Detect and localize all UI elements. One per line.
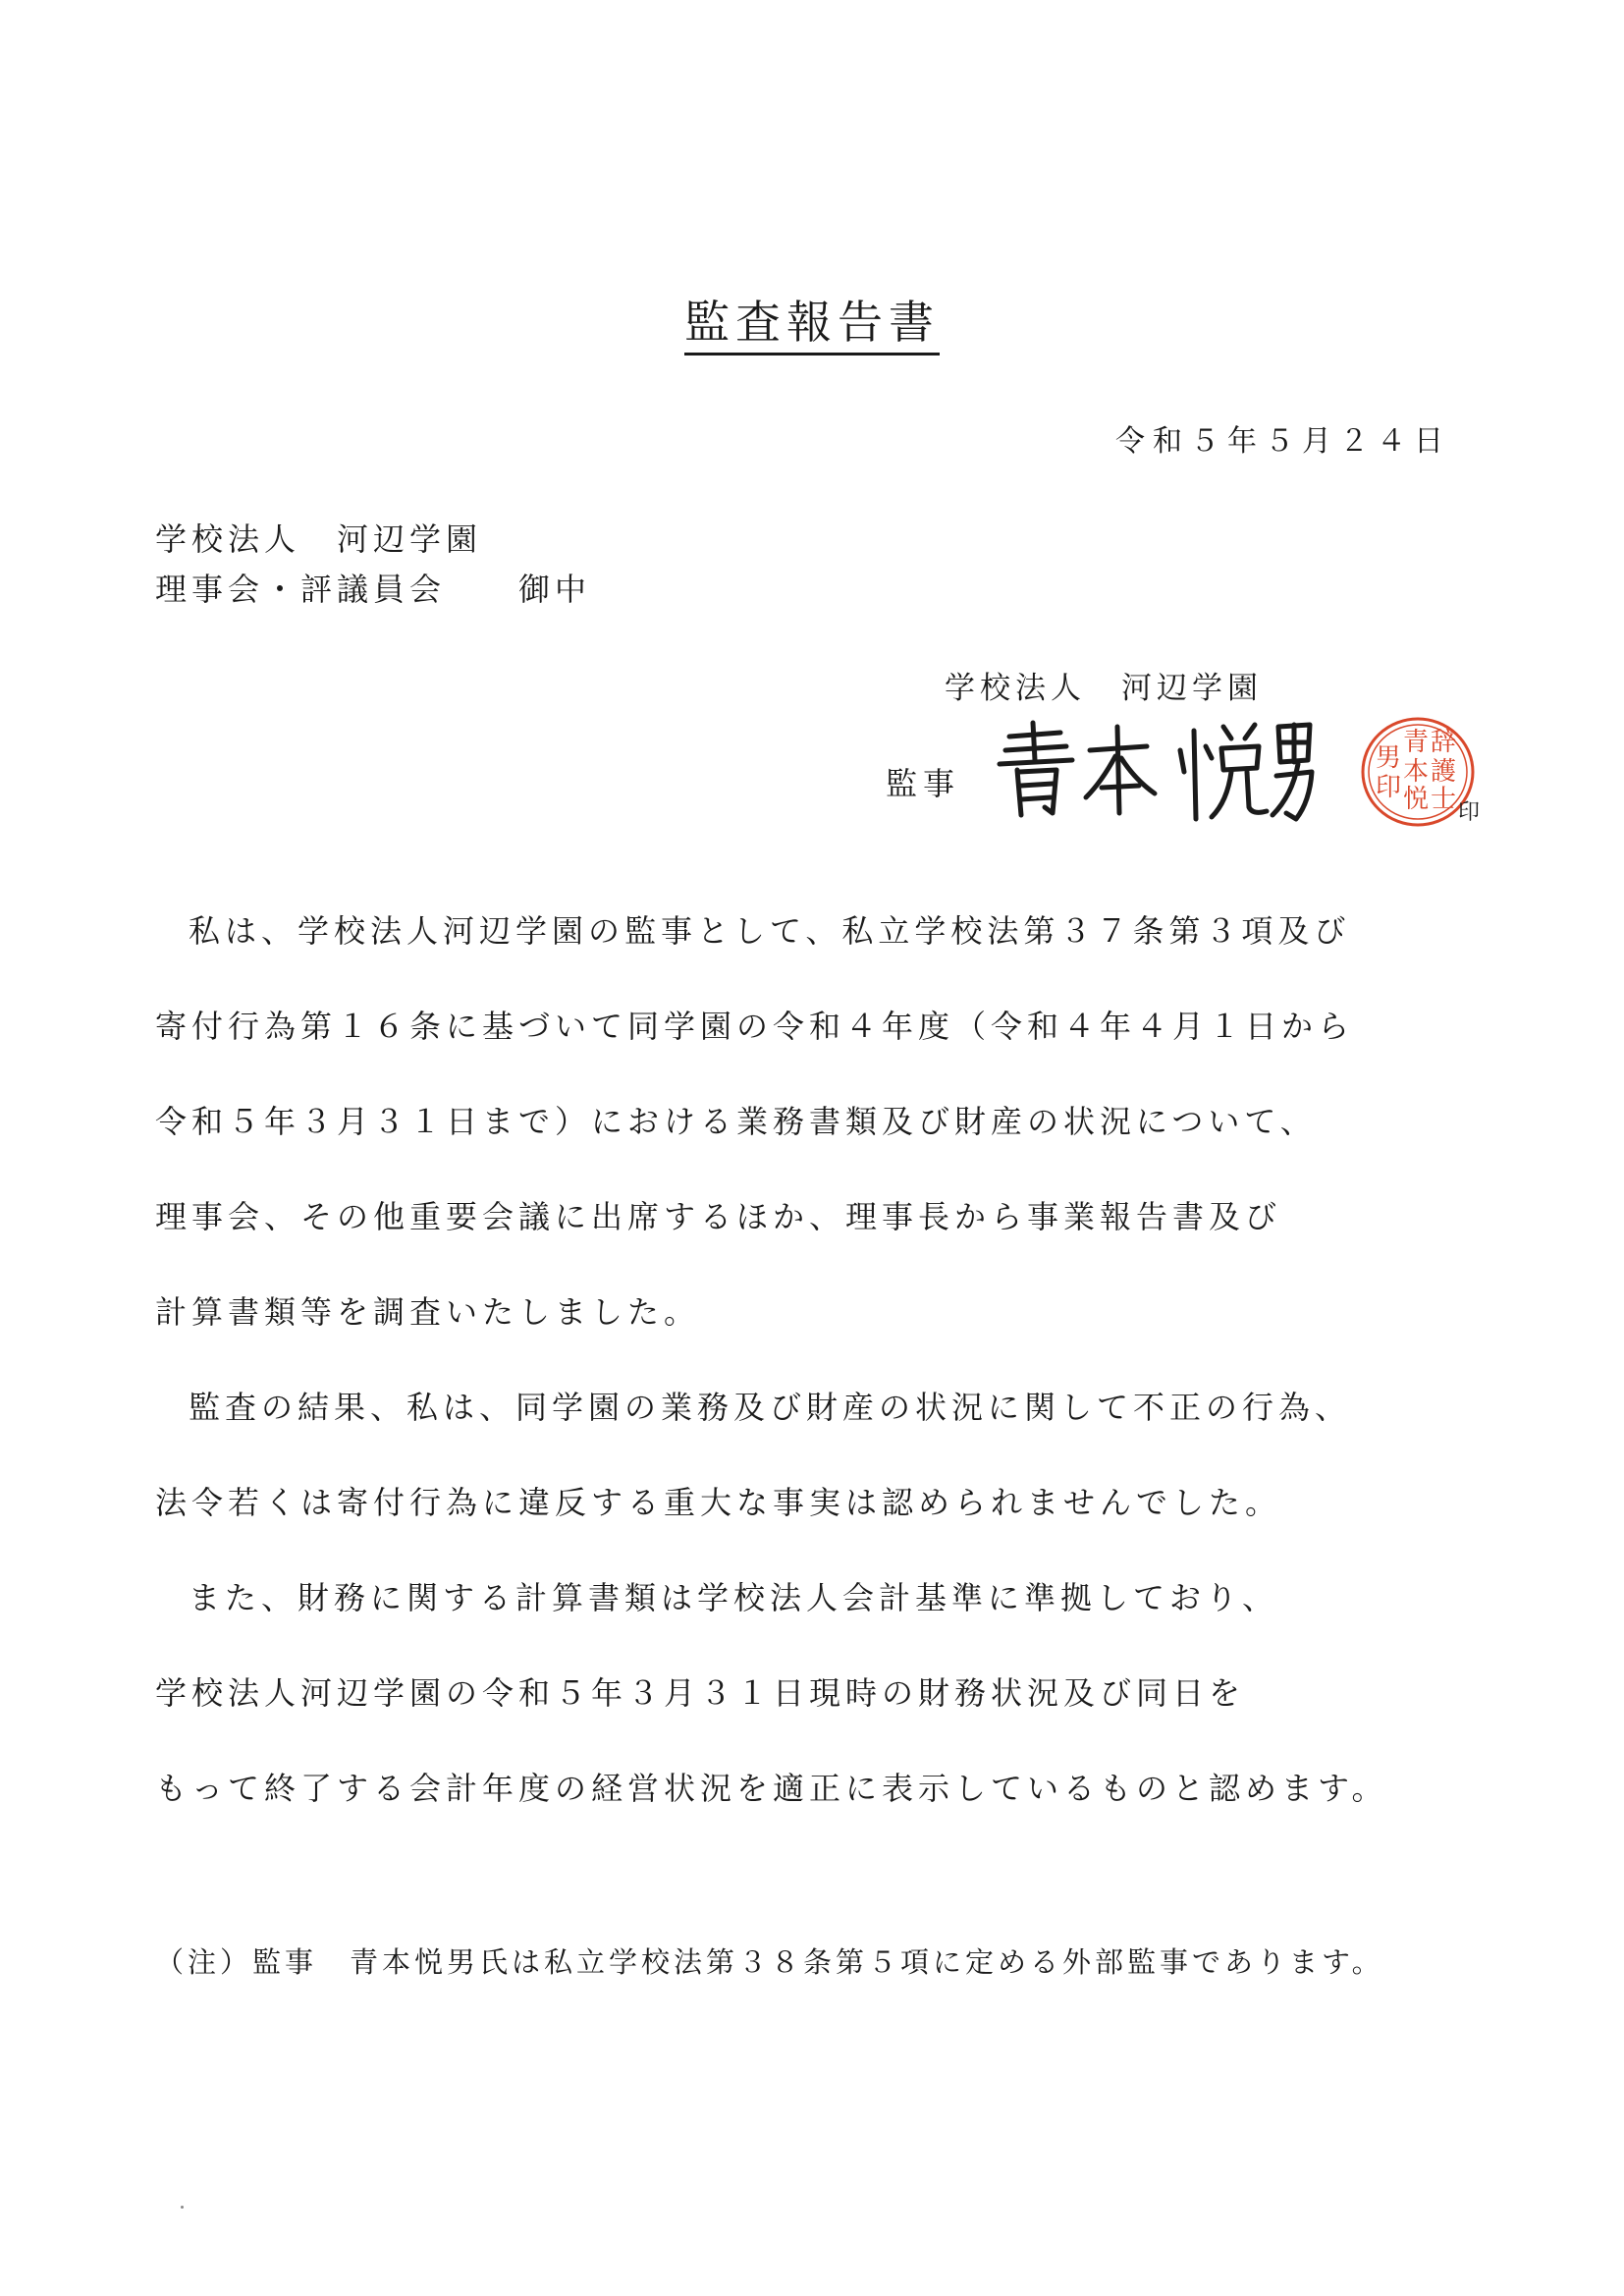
issuer-organization: 学校法人 河辺学園 — [945, 671, 1263, 706]
seal-stamp — [1353, 709, 1490, 837]
body-line: 寄付行為第１６条に基づいて同学園の令和４年度（令和４年４月１日から — [155, 1008, 1355, 1045]
svg-text:士: 士 — [1430, 785, 1457, 814]
svg-text:印: 印 — [1457, 800, 1481, 825]
body-line: 私は、学校法人河辺学園の監事として、私立学校法第３７条第３項及び — [189, 912, 1351, 950]
auditor-role-label: 監事 — [886, 765, 961, 802]
svg-text:辞: 辞 — [1430, 728, 1457, 757]
body-line: 監査の結果、私は、同学園の業務及び財産の状況に関して不正の行為、 — [189, 1389, 1352, 1426]
svg-text:悦: 悦 — [1402, 785, 1430, 814]
body-line: 令和５年３月３１日まで）における業務書類及び財産の状況について、 — [155, 1103, 1317, 1140]
scan-speck — [181, 2206, 184, 2209]
body-line: また、財務に関する計算書類は学校法人会計基準に準拠しており、 — [189, 1579, 1279, 1616]
footnote: （注）監事 青本悦男氏は私立学校法第３８条第５項に定める外部監事であります。 — [155, 1945, 1384, 1979]
report-body — [155, 907, 1471, 1860]
report-date: 令和５年５月２４日 — [1115, 424, 1451, 459]
body-line: もって終了する会計年度の経営状況を適正に表示しているものと認めます。 — [155, 1770, 1388, 1807]
body-line: 学校法人河辺学園の令和５年３月３１日現時の財務状況及び同日を — [155, 1674, 1246, 1712]
body-line: 計算書類等を調査いたしました。 — [155, 1293, 701, 1331]
addressee-organization: 学校法人 河辺学園 — [155, 520, 483, 558]
svg-text:本: 本 — [1402, 757, 1430, 787]
svg-text:青: 青 — [1402, 728, 1430, 757]
title-text: 監査報告書 — [684, 296, 940, 355]
handwritten-signature — [992, 717, 1316, 825]
svg-text:男: 男 — [1375, 743, 1402, 773]
body-line: 理事会、その他重要会議に出席するほか、理事長から事業報告書及び — [155, 1198, 1282, 1235]
addressee-board: 理事会・評議員会 御中 — [155, 571, 592, 608]
svg-text:護: 護 — [1430, 757, 1457, 787]
svg-text:印: 印 — [1375, 773, 1402, 802]
body-line: 法令若くは寄付行為に違反する重大な事実は認められませんでした。 — [155, 1484, 1282, 1521]
document-title — [0, 287, 1624, 352]
